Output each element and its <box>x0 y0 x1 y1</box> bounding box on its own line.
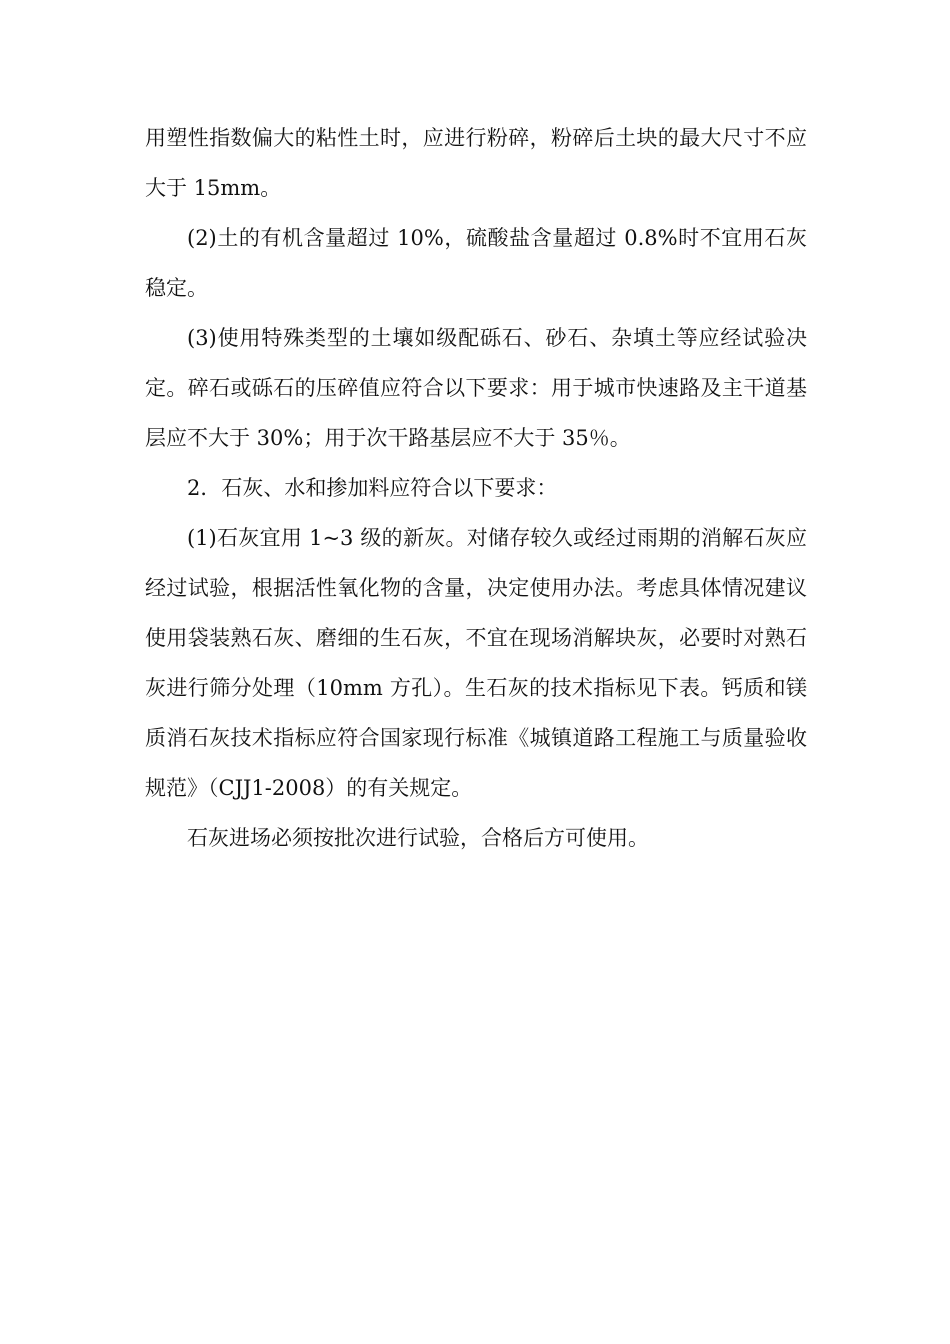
paragraph-lime-item-1: (1)石灰宜用 1~3 级的新灰。对储存较久或经过雨期的消解石灰应经过试验，根据活性氧化物的含量，决定使用办法。考虑具体情况建议使用袋装熟石灰、磨细的生石灰，不宜在现场消解块灰，必要时对熟石灰进行筛分处理（10mm 方孔）。生石灰的技术指标见下表。钙质和镁质消石灰技术指标应符合国家现行标准《城镇道路工程施工与质量验收规范》（CJJ1-2008）的有关规定。 <box>145 526 807 800</box>
paragraph-continuation: 用塑性指数偏大的粘性土时，应进行粉碎，粉碎后土块的最大尺寸不应大于 15mm。 <box>145 126 807 200</box>
section-heading-2: 2．石灰、水和掺加料应符合以下要求： <box>187 476 558 500</box>
document-body <box>145 113 807 863</box>
paragraph-item-2: (2)土的有机含量超过 10%，硫酸盐含量超过 0.8%时不宜用石灰稳定。 <box>145 226 807 300</box>
paragraph-item-3: (3)使用特殊类型的土壤如级配砾石、砂石、杂填土等应经试验决定。碎石或砾石的压碎值应符合以下要求：用于城市快速路及主干道基层应不大于 30%；用于次干路基层应不大于 35％。 <box>145 326 807 450</box>
paragraph-lime-testing: 石灰进场必须按批次进行试验，合格后方可使用。 <box>187 826 649 850</box>
